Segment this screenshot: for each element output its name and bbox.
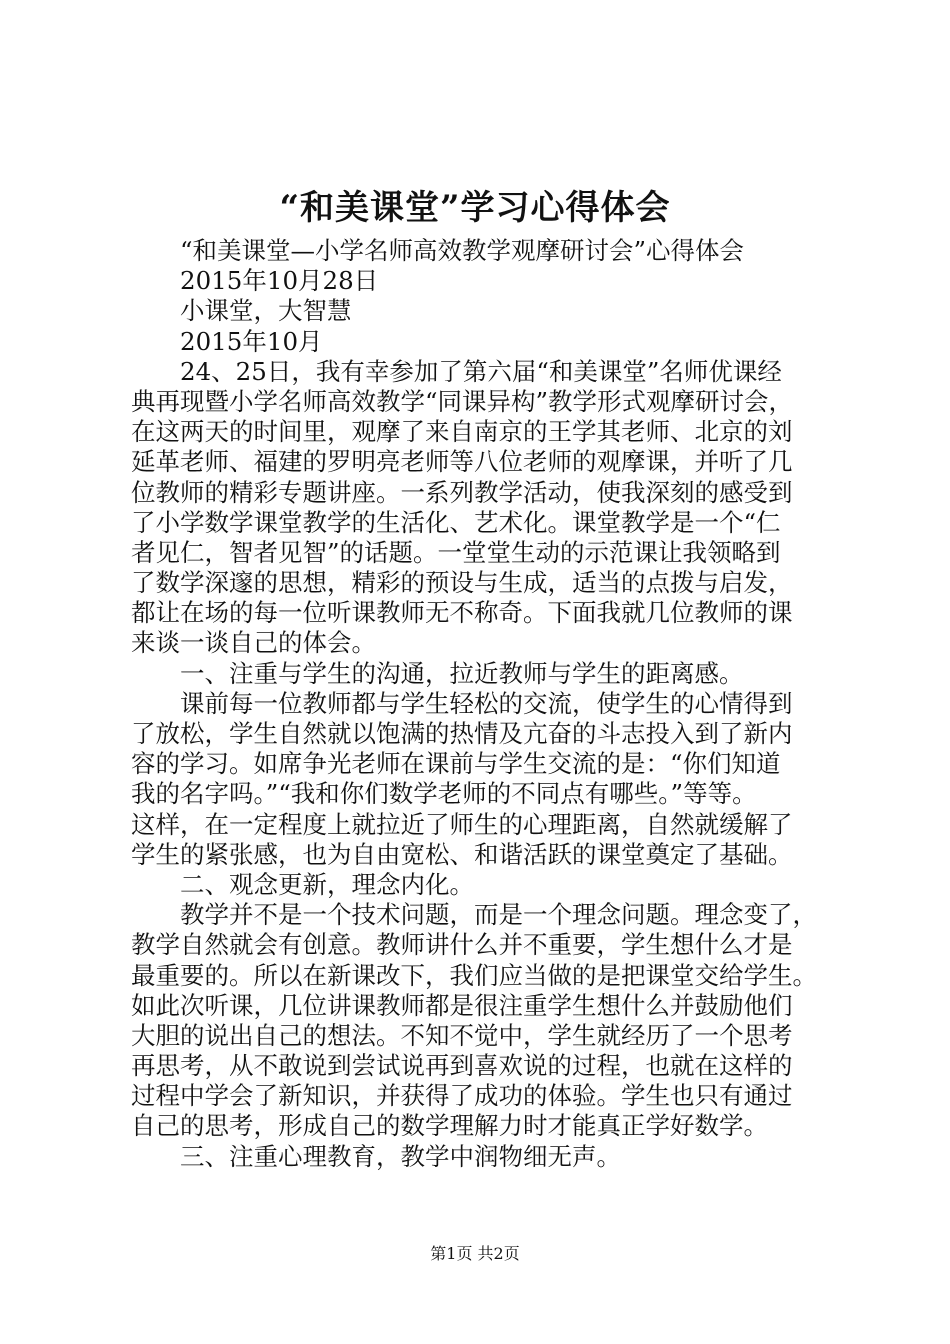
body-line: 容的学习。如席争光老师在课前与学生交流的是：“你们知道 xyxy=(131,749,781,779)
body-line: 三、注重心理教育，教学中润物细无声。 xyxy=(180,1141,621,1171)
body-line: 一、注重与学生的沟通，拉近教师与学生的距离感。 xyxy=(180,658,744,688)
body-line: 2015年10月28日 xyxy=(180,266,379,296)
document-body xyxy=(131,236,837,1172)
body-line: 都让在场的每一位听课教师无不称奇。下面我就几位教师的课 xyxy=(131,598,793,628)
body-line: 小课堂，大智慧 xyxy=(180,296,352,326)
body-line: 大胆的说出自己的想法。不知不觉中，学生就经历了一个思考 xyxy=(131,1020,793,1050)
body-line: 了放松，学生自然就以饱满的热情及亢奋的斗志投入到了新内 xyxy=(131,719,793,748)
body-line: 者见仁，智者见智”的话题。一堂堂生动的示范课让我领略到 xyxy=(131,537,781,567)
body-line: 了数学深邃的思想，精彩的预设与生成，适当的点拨与启发， xyxy=(131,568,793,598)
body-line: “和美课堂—小学名师高效教学观摩研讨会”心得体会 xyxy=(180,236,745,265)
body-line: 典再现暨小学名师高效教学“同课异构”教学形式观摩研讨会， xyxy=(131,386,794,416)
body-line: 课前每一位教师都与学生轻松的交流，使学生的心情得到 xyxy=(180,688,793,718)
body-line: 2015年10月 xyxy=(180,326,323,356)
body-line: 过程中学会了新知识，并获得了成功的体验。学生也只有通过 xyxy=(131,1081,793,1111)
body-line: 来谈一谈自己的体会。 xyxy=(131,628,376,658)
body-line: 二、观念更新，理念内化。 xyxy=(180,869,474,899)
document-title: “和美课堂”学习心得体会 xyxy=(279,188,671,228)
body-line: 如此次听课，几位讲课教师都是很注重学生想什么并鼓励他们 xyxy=(131,990,793,1020)
body-line: 教学自然就会有创意。教师讲什么并不重要，学生想什么才是 xyxy=(131,930,793,960)
body-line: 24、25日，我有幸参加了第六届“和美课堂”名师优课经 xyxy=(180,356,782,386)
body-line: 在这两天的时间里，观摩了来自南京的王学其老师、北京的刘 xyxy=(131,417,793,447)
body-line: 最重要的。所以在新课改下，我们应当做的是把课堂交给学生。 xyxy=(131,960,817,990)
body-line: 教学并不是一个技术问题，而是一个理念问题。理念变了， xyxy=(180,900,817,930)
body-line: 延革老师、福建的罗明亮老师等八位老师的观摩课，并听了几 xyxy=(131,447,793,477)
body-line: 了小学数学课堂教学的生活化、艺术化。课堂教学是一个“仁 xyxy=(131,507,781,537)
body-line: 我的名字吗。”“我和你们数学老师的不同点有哪些。”等等。 xyxy=(131,779,757,809)
body-line: 自己的思考，形成自己的数学理解力时才能真正学好数学。 xyxy=(131,1111,768,1141)
body-line: 这样，在一定程度上就拉近了师生的心理距离，自然就缓解了 xyxy=(131,809,793,839)
body-line: 学生的紧张感，也为自由宽松、和谐活跃的课堂奠定了基础。 xyxy=(131,839,793,869)
page-footer: 第1页 共2页 xyxy=(430,1244,520,1263)
body-line: 再思考，从不敢说到尝试说再到喜欢说的过程，也就在这样的 xyxy=(131,1051,793,1081)
body-line: 位教师的精彩专题讲座。一系列教学活动，使我深刻的感受到 xyxy=(131,477,793,507)
